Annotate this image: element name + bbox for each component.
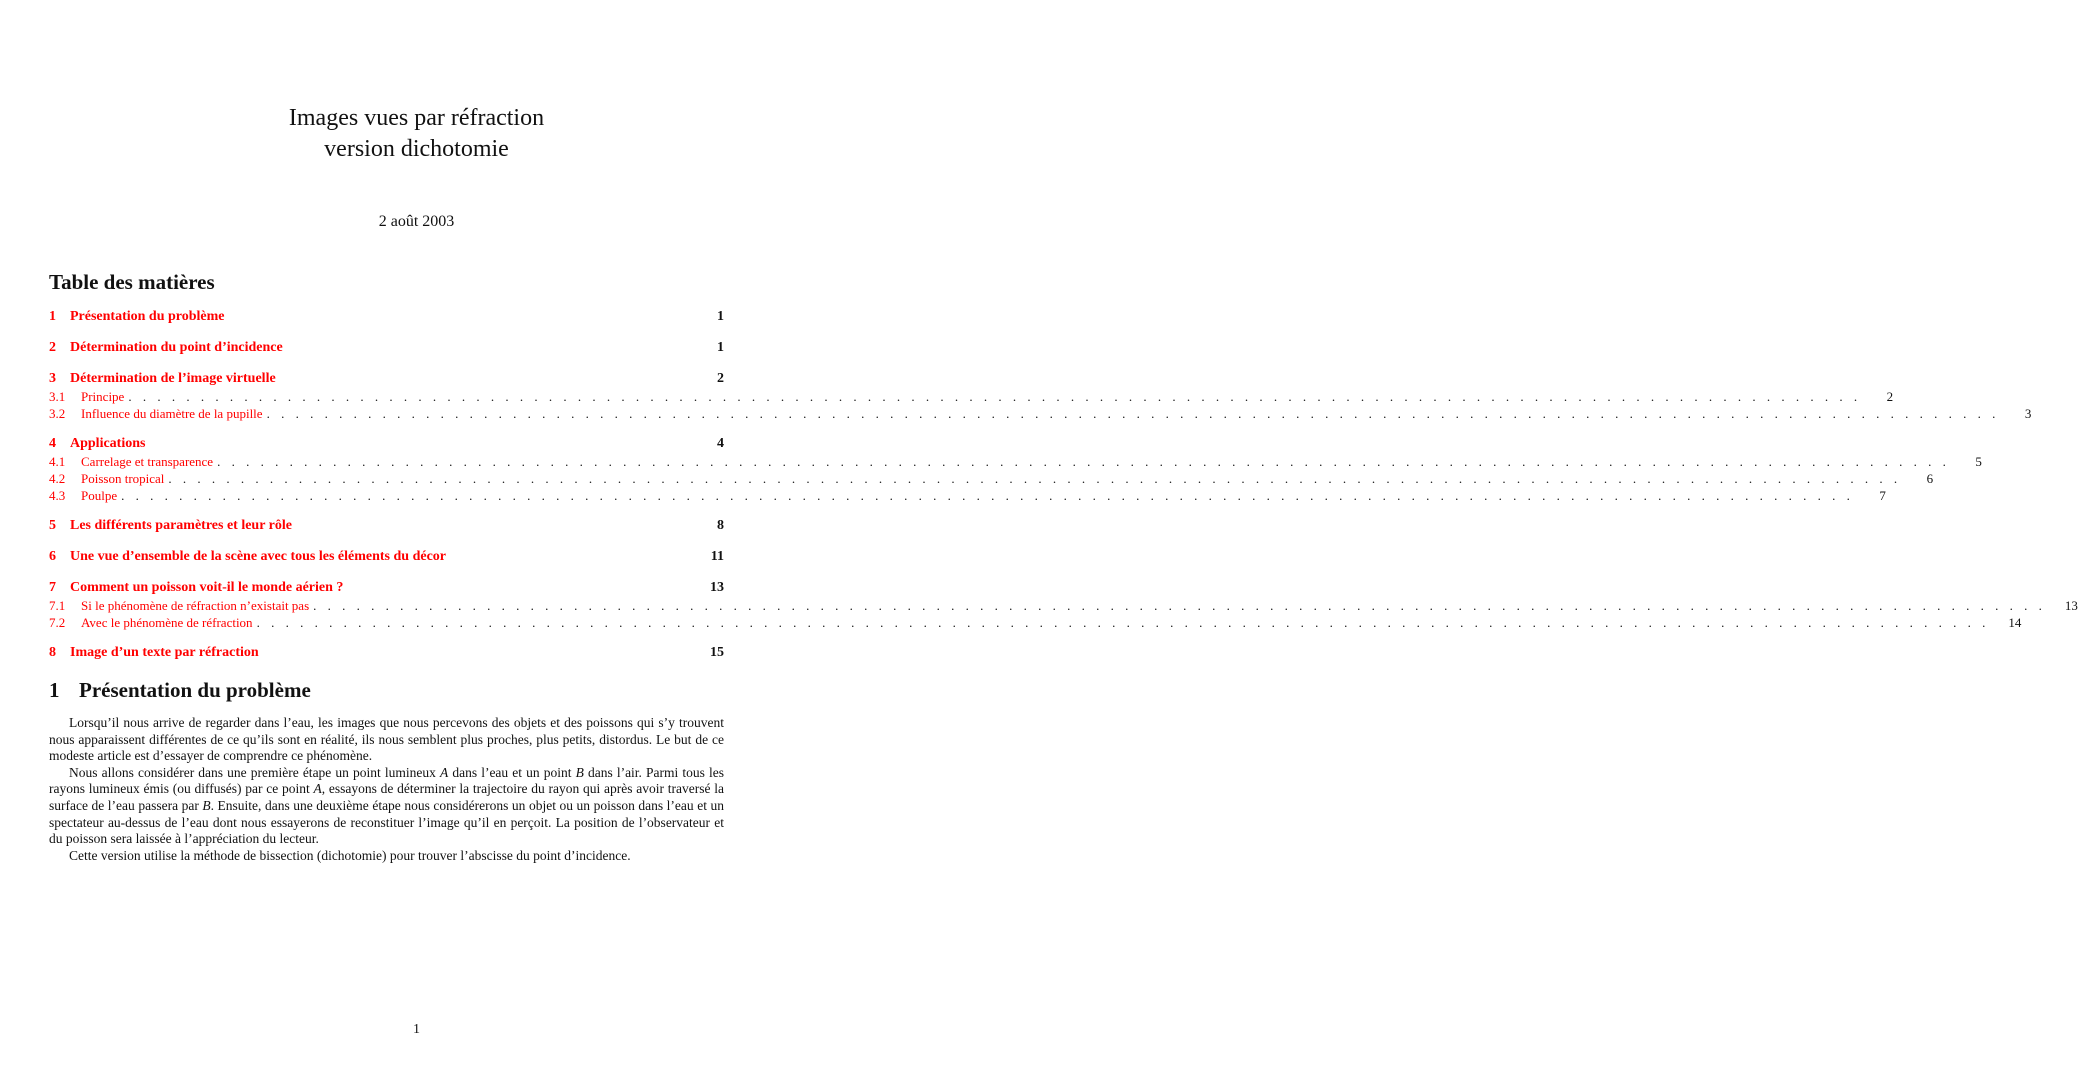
toc-section-page: 2 [717, 371, 724, 386]
toc-section-2[interactable] [49, 339, 724, 357]
toc-section-page: 11 [710, 549, 724, 564]
toc-section-5[interactable] [49, 517, 724, 535]
toc-spacer [446, 548, 696, 566]
paragraph: Lorsqu’il nous arrive de regarder dans l’eau, les images que nous percevons des objets et des poissons qui s’y trouvent nous apparaissent différentes de ce qu’ils sont en réalité, ils nous semblent plus proches, plus petits, distordus. Le but de ce modeste article est d’essayer de comprendre ce phénomène. [49, 715, 724, 764]
toc-subsection-number: 7.1 [49, 598, 66, 613]
toc-subsection-number: 3.2 [49, 406, 66, 421]
toc-subsection-number: 4.1 [49, 454, 66, 469]
document-title [0, 103, 833, 165]
toc-subsection-label[interactable]: Poisson tropical [81, 471, 165, 486]
toc-section-page: 4 [717, 436, 724, 451]
toc-spacer [259, 644, 696, 662]
toc-dot-leader: . . . . . . . . . . . . . . . . . . . . . . . . . . . . . . . . . . . . . . . . . . . . . . . . . . . . . . . . . . . . . . . . . . . . . . . . . . . . . . . . . . . . . . . . . . . . . . . . . . . . . . . . . . . . . . . . . . . . . . . . [128, 389, 1862, 404]
page-number: 1 [413, 1022, 420, 1037]
toc-subsection-number: 7.2 [49, 615, 66, 630]
toc-section-number: 2 [49, 340, 56, 355]
toc-section-7[interactable] [49, 579, 724, 597]
toc-section-number: 6 [49, 549, 56, 564]
toc-subsection-4.1[interactable] [49, 453, 1982, 470]
toc-subsection-4.3[interactable] [49, 487, 1886, 504]
table-of-contents [49, 308, 2078, 662]
toc-dot-leader: . . . . . . . . . . . . . . . . . . . . . . . . . . . . . . . . . . . . . . . . . . . . . . . . . . . . . . . . . . . . . . . . . . . . . . . . . . . . . . . . . . . . . . . . . . . . . . . . . . . . . . . . . . . . . . . . . . . . . . . . [168, 471, 1902, 486]
toc-spacer [292, 517, 696, 535]
toc-subsection-page: 2 [1886, 389, 1894, 404]
toc-section-label[interactable]: Une vue d’ensemble de la scène avec tous les éléments du décor [70, 549, 447, 564]
toc-section-number: 8 [49, 645, 56, 660]
toc-subsection-label[interactable]: Carrelage et transparence [81, 454, 214, 469]
toc-section-page: 8 [717, 518, 724, 533]
toc-section-page: 13 [710, 580, 724, 595]
toc-section-3[interactable] [49, 370, 724, 388]
section-1-body [49, 715, 724, 864]
toc-dot-leader: . . . . . . . . . . . . . . . . . . . . . . . . . . . . . . . . . . . . . . . . . . . . . . . . . . . . . . . . . . . . . . . . . . . . . . . . . . . . . . . . . . . . . . . . . . . . . . . . . . . . . . . . . . . . . . . . . . . . . . . . [217, 454, 1950, 469]
toc-subsection-page: 14 [2008, 615, 2022, 630]
toc-subsection-page: 5 [1975, 454, 1982, 469]
toc-section-label[interactable]: Comment un poisson voit-il le monde aérien ? [70, 580, 344, 595]
toc-heading: Table des matières [49, 270, 215, 294]
toc-section-number: 4 [49, 436, 56, 451]
toc-section-number: 5 [49, 518, 56, 533]
toc-subsection-number: 3.1 [49, 389, 66, 404]
section-1-number: 1 [49, 678, 60, 702]
section-1-title [49, 678, 311, 703]
toc-section-label[interactable]: Présentation du problème [70, 309, 225, 324]
toc-subsection-page: 3 [2024, 406, 2032, 421]
toc-section-8[interactable] [49, 644, 724, 662]
toc-subsection-page: 7 [1879, 488, 1886, 503]
title-line-2: version dichotomie [324, 136, 509, 162]
toc-dot-leader: . . . . . . . . . . . . . . . . . . . . . . . . . . . . . . . . . . . . . . . . . . . . . . . . . . . . . . . . . . . . . . . . . . . . . . . . . . . . . . . . . . . . . . . . . . . . . . . . . . . . . . . . . . . . . . . . . . . . . . . . [266, 406, 2000, 421]
toc-section-number: 1 [49, 309, 56, 324]
toc-subsection-label[interactable]: Avec le phénomène de réfraction [81, 615, 253, 630]
toc-dot-leader: . . . . . . . . . . . . . . . . . . . . . . . . . . . . . . . . . . . . . . . . . . . . . . . . . . . . . . . . . . . . . . . . . . . . . . . . . . . . . . . . . . . . . . . . . . . . . . . . . . . . . . . . . . . . . . . . . . . . . . . . [121, 488, 1854, 503]
toc-section-page: 1 [717, 309, 724, 324]
toc-section-label[interactable]: Détermination de l’image virtuelle [70, 371, 276, 386]
toc-section-label[interactable]: Applications [70, 436, 146, 451]
toc-subsection-label[interactable]: Si le phénomène de réfraction n’existait pas [81, 598, 310, 613]
toc-section-1[interactable] [49, 308, 724, 326]
toc-subsection-7.2[interactable] [49, 614, 2022, 631]
toc-subsection-page: 13 [2064, 598, 2078, 613]
toc-section-number: 7 [49, 580, 56, 595]
toc-subsection-number: 4.3 [49, 488, 66, 503]
document-date: 2 août 2003 [378, 213, 455, 230]
toc-section-page: 15 [710, 645, 724, 660]
toc-dot-leader: . . . . . . . . . . . . . . . . . . . . . . . . . . . . . . . . . . . . . . . . . . . . . . . . . . . . . . . . . . . . . . . . . . . . . . . . . . . . . . . . . . . . . . . . . . . . . . . . . . . . . . . . . . . . . . . . . . . . . . . . [313, 598, 2046, 613]
title-line-1: Images vues par réfraction [288, 105, 545, 131]
toc-section-label[interactable]: Image d’un texte par réfraction [70, 645, 259, 660]
toc-section-4[interactable] [49, 435, 724, 453]
toc-spacer [225, 308, 696, 326]
toc-spacer [343, 579, 696, 597]
toc-subsection-label[interactable]: Poulpe [81, 488, 118, 503]
toc-subsection-label[interactable]: Influence du diamètre de la pupille [81, 406, 263, 421]
toc-subsection-number: 4.2 [49, 471, 66, 486]
toc-section-6[interactable] [49, 548, 724, 566]
toc-spacer [276, 370, 696, 388]
toc-subsection-4.2[interactable] [49, 470, 1934, 487]
toc-subsection-3.2[interactable] [49, 405, 2032, 422]
toc-section-number: 3 [49, 371, 56, 386]
section-1-heading: Présentation du problème [79, 678, 311, 702]
toc-subsection-7.1[interactable] [49, 597, 2078, 614]
toc-spacer [145, 435, 696, 453]
toc-section-label[interactable]: Les différents paramètres et leur rôle [70, 518, 292, 533]
toc-spacer [283, 339, 696, 357]
toc-subsection-label[interactable]: Principe [81, 389, 125, 404]
toc-dot-leader: . . . . . . . . . . . . . . . . . . . . . . . . . . . . . . . . . . . . . . . . . . . . . . . . . . . . . . . . . . . . . . . . . . . . . . . . . . . . . . . . . . . . . . . . . . . . . . . . . . . . . . . . . . . . . . . . . . . . . . . . [256, 615, 1990, 630]
paragraph: Nous allons considérer dans une première étape un point lumineux A dans l’eau et un point B dans l’air. Parmi tous les rayons lumineux émis (ou diffusés) par ce point A, essayons de déterminer la trajectoire du rayon qui après avoir traversé la surface de l’eau passera par B. Ensuite, dans une deuxième étape nous considérerons un objet ou un poisson dans l’eau et un spectateur au-dessus de l’eau dont nous essayerons de reconstituer l’image qu’il en perçoit. La position de l’observateur et du poisson sera laissée à l’appréciation du lecteur. [49, 764, 725, 847]
paragraph: Cette version utilise la méthode de bissection (dichotomie) pour trouver l’abscisse du point d’incidence. [69, 847, 631, 863]
toc-subsection-page: 6 [1926, 471, 1934, 486]
toc-subsection-3.1[interactable] [49, 388, 1894, 405]
toc-section-page: 1 [717, 340, 724, 355]
toc-section-label[interactable]: Détermination du point d’incidence [70, 340, 283, 355]
